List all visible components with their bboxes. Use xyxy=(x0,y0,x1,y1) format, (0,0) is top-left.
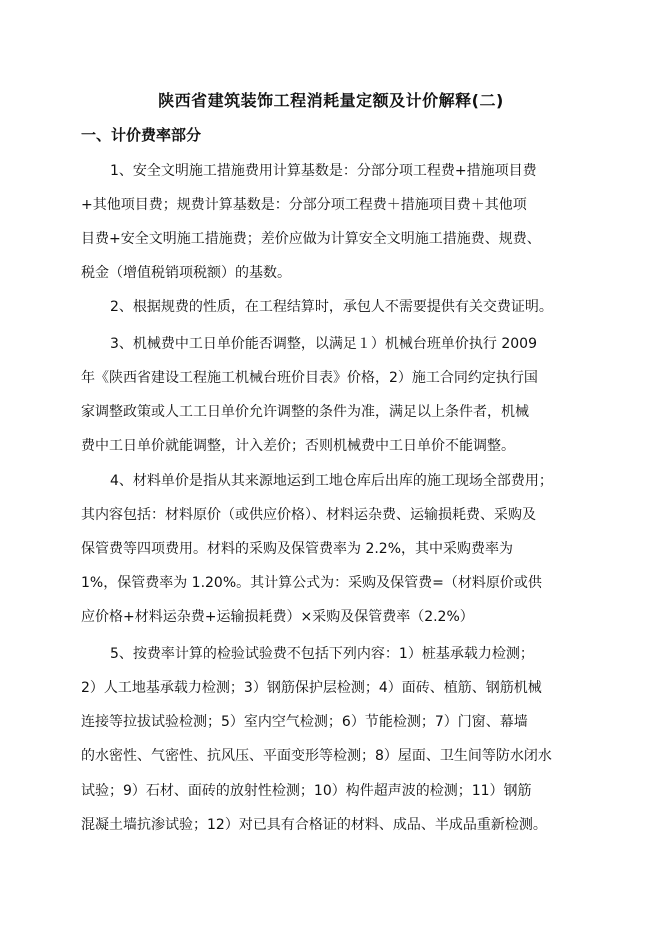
paragraph-5-line-2: 2）人工地基承载力检测；3）钢筋保护层检测；4）面砖、植筋、钢筋机械 xyxy=(81,680,542,696)
paragraph-3-line-4: 费中工日单价就能调整，计入差价；否则机械费中工日单价不能调整。 xyxy=(81,438,515,454)
paragraph-4-line-4: 1%，保管费率为 1.20%。其计算公式为：采购及保管费=（材料原价或供 xyxy=(81,575,542,591)
paragraph-2-line-1: 2、根据规费的性质，在工程结算时，承包人不需要提供有关交费证明。 xyxy=(110,299,553,315)
paragraph-3-line-1: 3、机械费中工日单价能否调整，以满足１）机械台班单价执行 2009 xyxy=(110,336,537,352)
paragraph-5-line-5: 试验；9）石材、面砖的放射性检测；10）构件超声波的检测；11）钢筋 xyxy=(81,783,532,799)
paragraph-3-line-2: 年《陕西省建设工程施工机械台班价目表》价格，2）施工合同约定执行国 xyxy=(81,370,538,386)
paragraph-1-line-3: 目费+安全文明施工措施费；差价应做为计算安全文明施工措施费、规费、 xyxy=(81,231,541,247)
paragraph-1-line-4: 税金（增值税销项税额）的基数。 xyxy=(81,265,291,281)
document-title: 陕西省建筑装饰工程消耗量定额及计价解释(二) xyxy=(158,91,504,110)
paragraph-5-line-1: 5、按费率计算的检验试验费不包括下列内容：1）桩基承载力检测； xyxy=(110,646,534,662)
paragraph-5-line-3: 连接等拉拔试验检测；5）室内空气检测；6）节能检测；7）门窗、幕墙 xyxy=(81,714,528,730)
paragraph-4-line-5: 应价格+材料运杂费+运输损耗费）×采购及保管费率（2.2%） xyxy=(81,609,474,625)
paragraph-5-line-4: 的水密性、气密性、抗风压、平面变形等检测；8）屋面、卫生间等防水闭水 xyxy=(81,748,552,764)
paragraph-3-line-3: 家调整政策或人工工日单价允许调整的条件为准，满足以上条件者，机械 xyxy=(81,404,529,420)
paragraph-4-line-3: 保管费等四项费用。材料的采购及保管费率为 2.2%，其中采购费率为 xyxy=(81,541,514,557)
paragraph-4-line-2: 其内容包括：材料原价（或供应价格）、材料运杂费、运输损耗费、采购及 xyxy=(81,507,536,523)
paragraph-1-line-1: 1、安全文明施工措施费用计算基数是：分部分项工程费+措施项目费 xyxy=(110,163,537,179)
section-heading: 一、计价费率部分 xyxy=(81,126,202,144)
paragraph-4-line-1: 4、材料单价是指从其来源地运到工地仓库后出库的施工现场全部费用； xyxy=(110,473,553,489)
paragraph-5-line-6: 混凝土墙抗渗试验；12）对已具有合格证的材料、成品、半成品重新检测。 xyxy=(81,817,547,833)
paragraph-1-line-2: +其他项目费；规费计算基数是：分部分项工程费＋措施项目费＋其他项 xyxy=(81,197,527,213)
